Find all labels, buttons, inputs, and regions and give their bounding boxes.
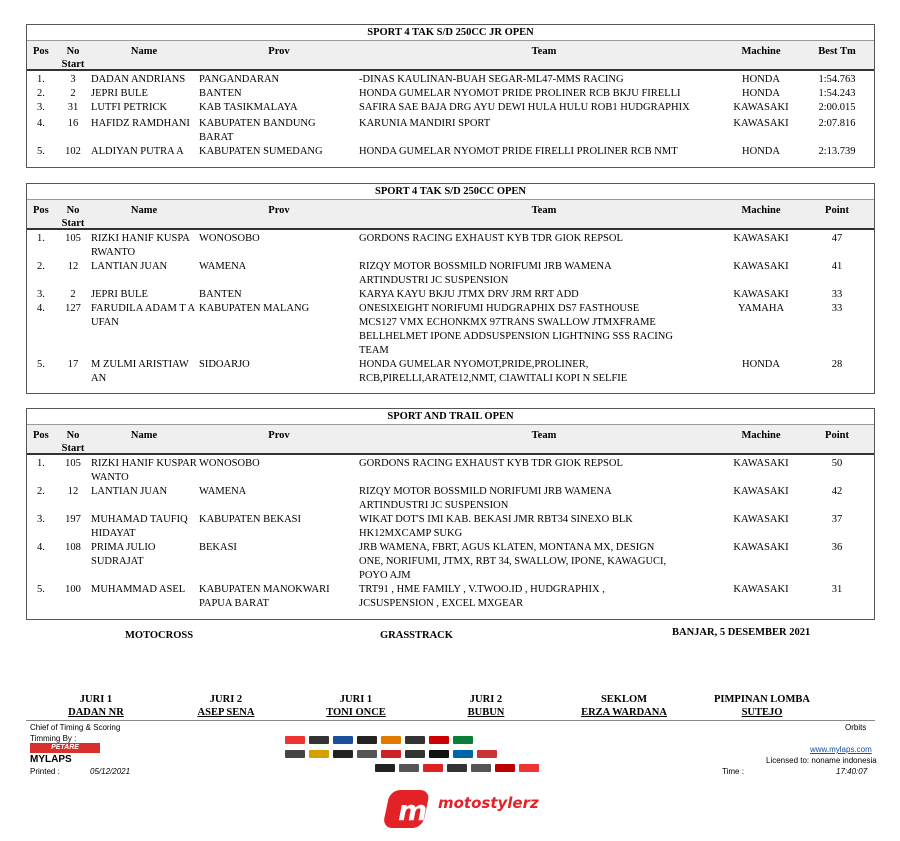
cell-no: 16	[67, 118, 79, 129]
table-row	[27, 232, 874, 260]
cell-team: JRB WAMENA, FBRT, AGUS KLATEN, MONTANA MX, DESIGN ONE, NORIFUMI, JTMX, RBT 34, SWALLOW, IPONE, KAWAGUCI, POYO AJM	[359, 542, 667, 581]
watermark-logo-mark	[382, 790, 430, 828]
cell-value: 33	[831, 303, 843, 314]
table-title: SPORT 4 TAK S/D 250CC OPEN	[27, 184, 874, 200]
cell-name: ALDIYAN PUTRA A	[91, 146, 184, 157]
sponsor-logo	[405, 736, 425, 744]
cell-machine: YAMAHA	[737, 303, 785, 314]
official-role: JURI 1	[79, 694, 113, 705]
cell-prov: KABUPATEN BANDUNG BARAT	[199, 118, 316, 143]
sponsor-logo	[357, 736, 377, 744]
cell-no: 2	[70, 88, 76, 99]
official-name: DADAN NR	[68, 707, 124, 718]
cell-pos: 4.	[37, 118, 45, 129]
table-row	[27, 73, 874, 87]
cell-machine: KAWASAKI	[733, 486, 789, 497]
sponsor-logo	[309, 736, 329, 744]
sponsor-logo	[447, 764, 467, 772]
cell-name: JEPRI BULE	[91, 289, 148, 300]
cell-value: 2:00.015	[818, 102, 856, 113]
col-point: Point	[825, 205, 849, 216]
cell-value: 28	[831, 359, 843, 370]
printed-date: 05/12/2021	[90, 767, 131, 776]
grasstrack-label: GRASSTRACK	[380, 630, 453, 641]
licensed-to: Licensed to: noname indonesia	[766, 756, 877, 765]
sponsor-logo	[333, 750, 353, 758]
cell-machine: HONDA	[742, 146, 780, 157]
cell-pos: 3.	[37, 514, 45, 525]
cell-prov: KABUPATEN SUMEDANG	[199, 146, 323, 157]
table-title: SPORT AND TRAIL OPEN	[27, 409, 874, 425]
cell-pos: 2.	[37, 88, 45, 99]
cell-machine: KAWASAKI	[733, 458, 789, 469]
timing-by-label: Timming By :	[30, 734, 77, 743]
cell-team: GORDONS RACING EXHAUST KYB TDR GIOK REPSOL	[359, 233, 623, 244]
cell-no: 31	[67, 102, 79, 113]
col-pos: Pos	[33, 205, 49, 216]
cell-pos: 3.	[37, 102, 45, 113]
official-juri1-grasstrack	[291, 693, 421, 719]
col-pos: Pos	[33, 46, 49, 57]
cell-no: 127	[65, 303, 81, 314]
mylaps-logo: MYLAPS	[30, 754, 72, 765]
cell-name: DADAN ANDRIANS	[91, 74, 186, 85]
official-name: TONI ONCE	[326, 707, 386, 718]
sponsor-logo	[429, 750, 449, 758]
timing-logo: PETARE	[30, 743, 100, 753]
cell-prov: WONOSOBO	[199, 233, 260, 244]
sponsor-logo	[429, 736, 449, 744]
col-point: Point	[825, 430, 849, 441]
cell-value: 42	[831, 486, 843, 497]
col-name: Name	[130, 430, 158, 441]
sponsor-logo	[381, 736, 401, 744]
sponsor-logo	[471, 764, 491, 772]
cell-pos: 4.	[37, 303, 45, 314]
cell-no: 17	[67, 359, 79, 370]
cell-prov: KABUPATEN MANOKWARI PAPUA BARAT	[199, 584, 330, 609]
cell-prov: KABUPATEN BEKASI	[199, 514, 302, 525]
official-role: JURI 2	[209, 694, 243, 705]
cell-team: KARUNIA MANDIRI SPORT	[359, 118, 491, 129]
sponsor-row	[375, 764, 539, 772]
cell-team: HONDA GUMELAR NYOMOT PRIDE FIRELLI PROLINER RCB NMT	[359, 146, 678, 157]
cell-prov: KABUPATEN MALANG	[199, 303, 310, 314]
cell-value: 41	[831, 261, 843, 272]
cell-no: 108	[65, 542, 81, 553]
cell-no: 105	[65, 233, 81, 244]
results-table-jr-open	[26, 24, 875, 168]
cell-prov: PANGANDARAN	[199, 74, 280, 85]
cell-pos: 1.	[37, 74, 45, 85]
svg-text:m: m	[398, 794, 428, 827]
place-date: BANJAR, 5 DESEMBER 2021	[672, 627, 811, 638]
official-role: SEKLOM	[600, 694, 648, 705]
cell-no: 12	[67, 261, 79, 272]
cell-machine: KAWASAKI	[733, 233, 789, 244]
cell-machine: KAWASAKI	[733, 102, 789, 113]
cell-name: RIZKI HANIF KUSPA RWANTO	[91, 233, 190, 258]
cell-value: 33	[831, 289, 843, 300]
official-name: SUTEJO	[741, 707, 783, 718]
official-role: JURI 2	[469, 694, 503, 705]
cell-value: 2:07.816	[818, 118, 856, 129]
cell-name: M ZULMI ARISTIAW AN	[91, 359, 189, 384]
table-row	[27, 583, 874, 611]
table-row	[27, 485, 874, 513]
sponsor-logo	[285, 736, 305, 744]
sponsor-logo	[309, 750, 329, 758]
cell-prov: WAMENA	[199, 261, 247, 272]
cell-machine: HONDA	[742, 74, 780, 85]
table-row	[27, 260, 874, 288]
table-row	[27, 302, 874, 358]
cell-machine: KAWASAKI	[733, 118, 789, 129]
sponsor-logo	[423, 764, 443, 772]
cell-name: FARUDILA ADAM T AUFAN	[91, 303, 196, 328]
table-row	[27, 457, 874, 485]
col-name: Name	[130, 205, 158, 216]
cell-no: 197	[65, 514, 81, 525]
cell-team: KARYA KAYU BKJU JTMX DRV JRM RRT ADD	[359, 289, 579, 300]
cell-value: 37	[831, 514, 843, 525]
table-row	[27, 358, 874, 386]
motostylerz-watermark	[380, 782, 540, 838]
cell-machine: HONDA	[742, 88, 780, 99]
cell-machine: KAWASAKI	[733, 542, 789, 553]
table-header	[27, 200, 874, 230]
cell-prov: WAMENA	[199, 486, 247, 497]
orbits-label: Orbits	[845, 723, 867, 732]
time-label: Time :	[722, 767, 744, 776]
col-machine: Machine	[741, 430, 781, 441]
cell-no: 102	[65, 146, 81, 157]
cell-name: RIZKI HANIF KUSPARWANTO	[91, 458, 197, 483]
cell-name: LUTFI PETRICK	[91, 102, 168, 113]
sponsor-logo	[477, 750, 497, 758]
footer-divider	[26, 720, 875, 721]
col-prov: Prov	[268, 430, 290, 441]
official-juri2-motocross	[161, 693, 291, 719]
official-pimpinan-lomba	[697, 693, 827, 719]
cell-pos: 3.	[37, 289, 45, 300]
sponsor-logo	[375, 764, 395, 772]
sponsor-logos	[285, 736, 595, 776]
col-best-time: Best Tm	[818, 46, 856, 57]
col-prov: Prov	[268, 46, 290, 57]
table-title: SPORT 4 TAK S/D 250CC JR OPEN	[27, 25, 874, 41]
cell-prov: BEKASI	[199, 542, 237, 553]
sponsor-logo	[405, 750, 425, 758]
cell-name: MUHAMAD TAUFIQ HIDAYAT	[91, 514, 188, 539]
official-name: ERZA WARDANA	[581, 707, 667, 718]
cell-pos: 1.	[37, 233, 45, 244]
cell-team: HONDA GUMELAR NYOMOT,PRIDE,PROLINER, RCB,PIRELLI,ARATE12,NMT, CIAWITALI KOPI N SELFIE	[359, 359, 628, 384]
cell-name: JEPRI BULE	[91, 88, 148, 99]
col-machine: Machine	[741, 205, 781, 216]
cell-prov: BANTEN	[199, 88, 242, 99]
results-table-sport-trail-open	[26, 408, 875, 620]
cell-pos: 2.	[37, 261, 45, 272]
table-header	[27, 425, 874, 455]
sponsor-logo	[519, 764, 539, 772]
cell-team: WIKAT DOT'S IMI KAB. BEKASI JMR RBT34 SINEXO BLK HK12MXCAMP SUKG	[359, 514, 633, 539]
cell-pos: 2.	[37, 486, 45, 497]
cell-no: 105	[65, 458, 81, 469]
col-prov: Prov	[268, 205, 290, 216]
sponsor-logo	[399, 764, 419, 772]
printed-label: Printed :	[30, 767, 60, 776]
cell-machine: KAWASAKI	[733, 261, 789, 272]
table-header	[27, 41, 874, 71]
cell-name: LANTIAN JUAN	[91, 486, 168, 497]
cell-no: 100	[65, 584, 81, 595]
official-juri2-grasstrack	[421, 693, 551, 719]
col-no-start: No Start	[61, 205, 85, 229]
cell-team: RIZQY MOTOR BOSSMILD NORIFUMI JRB WAMENA ARTINDUSTRI JC SUSPENSION	[359, 486, 612, 511]
cell-machine: HONDA	[742, 359, 780, 370]
col-no-start: No Start	[61, 430, 85, 454]
table-row	[27, 101, 874, 117]
time-value: 17:40:07	[836, 767, 868, 776]
sponsor-logo	[357, 750, 377, 758]
results-table-250cc-open	[26, 183, 875, 394]
cell-no: 2	[70, 289, 76, 300]
official-seklom	[559, 693, 689, 719]
cell-no: 12	[67, 486, 79, 497]
cell-team: ONESIXEIGHT NORIFUMI HUDGRAPHIX DS7 FASTHOUSE MCS127 VMX ECHONKMX 97TRANS SWALLOW JTMXFRAME BELLHELMET IPONE ADDSUSPENSION LIGHTNING SSS RACING TEAM	[359, 303, 673, 356]
cell-value: 2:13.739	[818, 146, 856, 157]
table-row	[27, 541, 874, 583]
cell-team: HONDA GUMELAR NYOMOT PRIDE PROLINER RCB BKJU FIRELLI	[359, 88, 681, 99]
cell-machine: KAWASAKI	[733, 584, 789, 595]
cell-name: PRIMA JULIO SUDRAJAT	[91, 542, 156, 567]
cell-value: 50	[831, 458, 843, 469]
cell-prov: WONOSOBO	[199, 458, 260, 469]
col-team: Team	[531, 205, 557, 216]
cell-pos: 4.	[37, 542, 45, 553]
official-role: PIMPINAN LOMBA	[714, 694, 810, 705]
sponsor-logo	[333, 736, 353, 744]
cell-prov: BANTEN	[199, 289, 242, 300]
cell-value: 1:54.763	[818, 74, 856, 85]
cell-pos: 1.	[37, 458, 45, 469]
cell-value: 36	[831, 542, 843, 553]
cell-value: 1:54.243	[818, 88, 856, 99]
cell-team: -DINAS KAULINAN-BUAH SEGAR-ML47-MMS RACING	[359, 74, 624, 85]
motocross-label: MOTOCROSS	[125, 630, 194, 641]
table-row	[27, 145, 874, 159]
table-row	[27, 117, 874, 145]
cell-name: LANTIAN JUAN	[91, 261, 168, 272]
cell-prov: SIDOARJO	[199, 359, 250, 370]
table-row	[27, 87, 874, 101]
cell-machine: KAWASAKI	[733, 289, 789, 300]
table-row	[27, 513, 874, 541]
mylaps-link[interactable]: www.mylaps.com	[810, 745, 872, 754]
official-name: ASEP SENA	[197, 707, 255, 718]
table-row	[27, 288, 874, 302]
watermark-text: motostylerz	[438, 794, 539, 812]
col-name: Name	[130, 46, 158, 57]
cell-team: TRT91 , HME FAMILY , V.TWOO.ID , HUDGRAPHIX , JCSUSPENSION , EXCEL MXGEAR	[359, 584, 605, 609]
col-team: Team	[531, 430, 557, 441]
cell-name: HAFIDZ RAMDHANI	[91, 118, 190, 129]
sponsor-logo	[495, 764, 515, 772]
sponsor-logo	[285, 750, 305, 758]
col-machine: Machine	[741, 46, 781, 57]
cell-pos: 5.	[37, 146, 45, 157]
cell-team: RIZQY MOTOR BOSSMILD NORIFUMI JRB WAMENA ARTINDUSTRI JC SUSPENSION	[359, 261, 612, 286]
cell-pos: 5.	[37, 359, 45, 370]
cell-value: 31	[831, 584, 843, 595]
cell-pos: 5.	[37, 584, 45, 595]
sponsor-row	[285, 736, 473, 744]
official-juri1-motocross	[31, 693, 161, 719]
sponsor-row	[285, 750, 497, 758]
col-team: Team	[531, 46, 557, 57]
cell-value: 47	[831, 233, 843, 244]
cell-machine: KAWASAKI	[733, 514, 789, 525]
cell-prov: KAB TASIKMALAYA	[199, 102, 298, 113]
chief-label: Chief of Timing & Scoring	[30, 723, 121, 732]
cell-name: MUHAMMAD ASEL	[91, 584, 186, 595]
sponsor-logo	[381, 750, 401, 758]
col-pos: Pos	[33, 430, 49, 441]
official-role: JURI 1	[339, 694, 373, 705]
sponsor-logo	[453, 736, 473, 744]
cell-team: SAFIRA SAE BAJA DRG AYU DEWI HULA HULU ROB1 HUDGRAPHIX	[359, 102, 690, 113]
cell-team: GORDONS RACING EXHAUST KYB TDR GIOK REPSOL	[359, 458, 623, 469]
cell-no: 3	[70, 74, 76, 85]
col-no-start: No Start	[61, 46, 85, 70]
sponsor-logo	[453, 750, 473, 758]
official-name: BUBUN	[467, 707, 505, 718]
